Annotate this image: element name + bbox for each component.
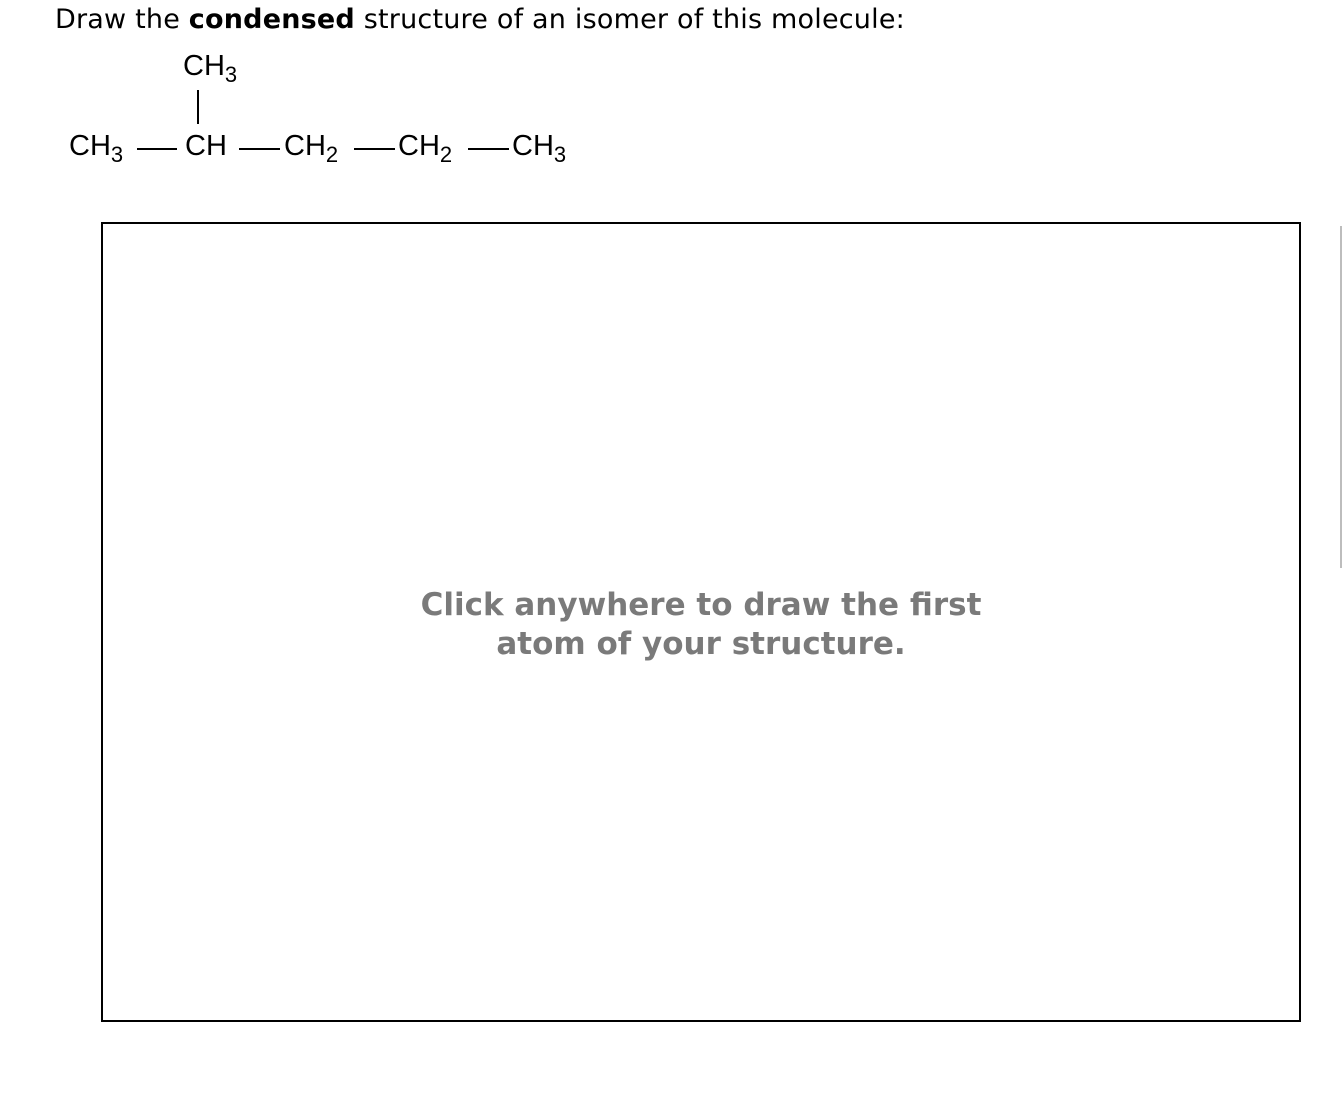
chain-group-3: $CH_2$ xyxy=(284,130,339,167)
canvas-hint-line-2: atom of your structure. xyxy=(496,626,906,662)
bond-2 xyxy=(239,148,280,150)
bond-3 xyxy=(354,148,395,150)
prompt-suffix: structure of an isomer of this molecule: xyxy=(354,4,905,35)
canvas-hint xyxy=(103,586,1299,664)
chain-group-5: $CH_3$ xyxy=(512,130,567,167)
chain-group-1: $CH_3$ xyxy=(69,130,124,167)
bond-1 xyxy=(137,148,177,150)
prompt-prefix: Draw the xyxy=(55,4,189,35)
branch-methyl-group: $CH_3$ xyxy=(183,50,238,87)
drawing-canvas[interactable] xyxy=(101,222,1301,1022)
canvas-hint-line-1: Click anywhere to draw the first xyxy=(420,587,982,623)
bond-4 xyxy=(468,148,509,150)
chain-group-4: $CH_2$ xyxy=(398,130,453,167)
vertical-bond xyxy=(197,90,199,124)
molecule-structure xyxy=(0,0,700,200)
prompt-emphasis: condensed xyxy=(188,4,355,35)
chain-group-2: CH xyxy=(185,130,227,162)
